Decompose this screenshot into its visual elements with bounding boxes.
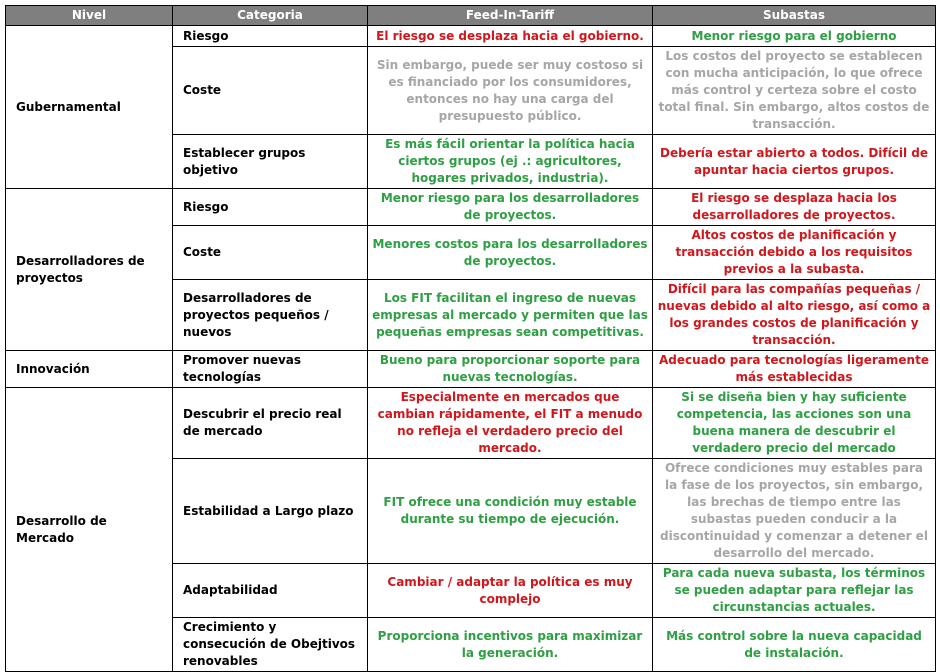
fit-cell: Menores costos para los desarrolladores de proyectos. bbox=[368, 226, 653, 280]
table-row bbox=[6, 351, 936, 388]
subastas-cell: Para cada nueva subasta, los términos se pueden adaptar para reflejar las circunstancias actuales. bbox=[653, 564, 936, 618]
nivel-desarrolladores: Desarrolladores de proyectos bbox=[6, 189, 173, 351]
subastas-cell: Menor riesgo para el gobierno bbox=[653, 26, 936, 47]
nivel-gubernamental: Gubernamental bbox=[6, 26, 173, 189]
fit-cell: Los FIT facilitan el ingreso de nuevas empresas al mercado y permiten que las pequeñas empresas sean competitivas. bbox=[368, 280, 653, 351]
categoria-cell: Descubrir el precio real de mercado bbox=[173, 388, 368, 459]
subastas-cell: Más control sobre la nueva capacidad de instalación. bbox=[653, 618, 936, 672]
header-categoria: Categoria bbox=[173, 6, 368, 26]
fit-cell: Cambiar / adaptar la política es muy complejo bbox=[368, 564, 653, 618]
categoria-cell: Coste bbox=[173, 47, 368, 135]
subastas-cell: Adecuado para tecnologías ligeramente más establecidas bbox=[653, 351, 936, 388]
header-row bbox=[6, 6, 936, 26]
fit-cell: Especialmente en mercados que cambian rápidamente, el FIT a menudo no refleja el verdadero precio del mercado. bbox=[368, 388, 653, 459]
subastas-cell: Ofrece condiciones muy estables para la fase de los proyectos, sin embargo, las brechas de tiempo entre las subastas pueden conducir a la discontinuidad y comenzar a detener el desarrollo del mercado. bbox=[653, 459, 936, 564]
subastas-cell: Debería estar abierto a todos. Difícil de apuntar hacia ciertos grupos. bbox=[653, 135, 936, 189]
fit-cell: Es más fácil orientar la política hacia ciertos grupos (ej .: agricultores, hogares privados, industria). bbox=[368, 135, 653, 189]
categoria-cell: Desarrolladores de proyectos pequeños / nuevos bbox=[173, 280, 368, 351]
categoria-cell: Crecimiento y consecución de Obejtivos renovables bbox=[173, 618, 368, 672]
subastas-cell: Difícil para las compañías pequeñas / nuevas debido al alto riesgo, así como a los grandes costos de planificación y transacción. bbox=[653, 280, 936, 351]
categoria-cell: Estabilidad a Largo plazo bbox=[173, 459, 368, 564]
fit-cell: Bueno para proporcionar soporte para nuevas tecnologías. bbox=[368, 351, 653, 388]
fit-cell: Proporciona incentivos para maximizar la generación. bbox=[368, 618, 653, 672]
table-row bbox=[6, 189, 936, 226]
categoria-cell: Riesgo bbox=[173, 189, 368, 226]
categoria-cell: Riesgo bbox=[173, 26, 368, 47]
header-feed-in-tariff: Feed-In-Tariff bbox=[368, 6, 653, 26]
fit-cell: FIT ofrece una condición muy estable durante su tiempo de ejecución. bbox=[368, 459, 653, 564]
subastas-cell: Si se diseña bien y hay suficiente competencia, las acciones son una buena manera de descubrir el verdadero precio del mercado bbox=[653, 388, 936, 459]
subastas-cell: El riesgo se desplaza hacia los desarrolladores de proyectos. bbox=[653, 189, 936, 226]
categoria-cell: Promover nuevas tecnologías bbox=[173, 351, 368, 388]
header-nivel: Nivel bbox=[6, 6, 173, 26]
subastas-cell: Los costos del proyecto se establecen con mucha anticipación, lo que ofrece más control y certeza sobre el costo total final. Sin embargo, altos costos de transacción. bbox=[653, 47, 936, 135]
subastas-cell: Altos costos de planificación y transacción debido a los requisitos previos a la subasta. bbox=[653, 226, 936, 280]
table-row bbox=[6, 26, 936, 47]
table-row bbox=[6, 388, 936, 459]
categoria-cell: Adaptabilidad bbox=[173, 564, 368, 618]
nivel-innovacion: Innovación bbox=[6, 351, 173, 388]
categoria-cell: Coste bbox=[173, 226, 368, 280]
fit-cell: Sin embargo, puede ser muy costoso si es financiado por los consumidores, entonces no hay una carga del presupuesto público. bbox=[368, 47, 653, 135]
comparison-table bbox=[5, 5, 936, 672]
nivel-desarrollo-mercado: Desarrollo de Mercado bbox=[6, 388, 173, 672]
fit-cell: El riesgo se desplaza hacia el gobierno. bbox=[368, 26, 653, 47]
header-subastas: Subastas bbox=[653, 6, 936, 26]
fit-cell: Menor riesgo para los desarrolladores de proyectos. bbox=[368, 189, 653, 226]
categoria-cell: Establecer grupos objetivo bbox=[173, 135, 368, 189]
